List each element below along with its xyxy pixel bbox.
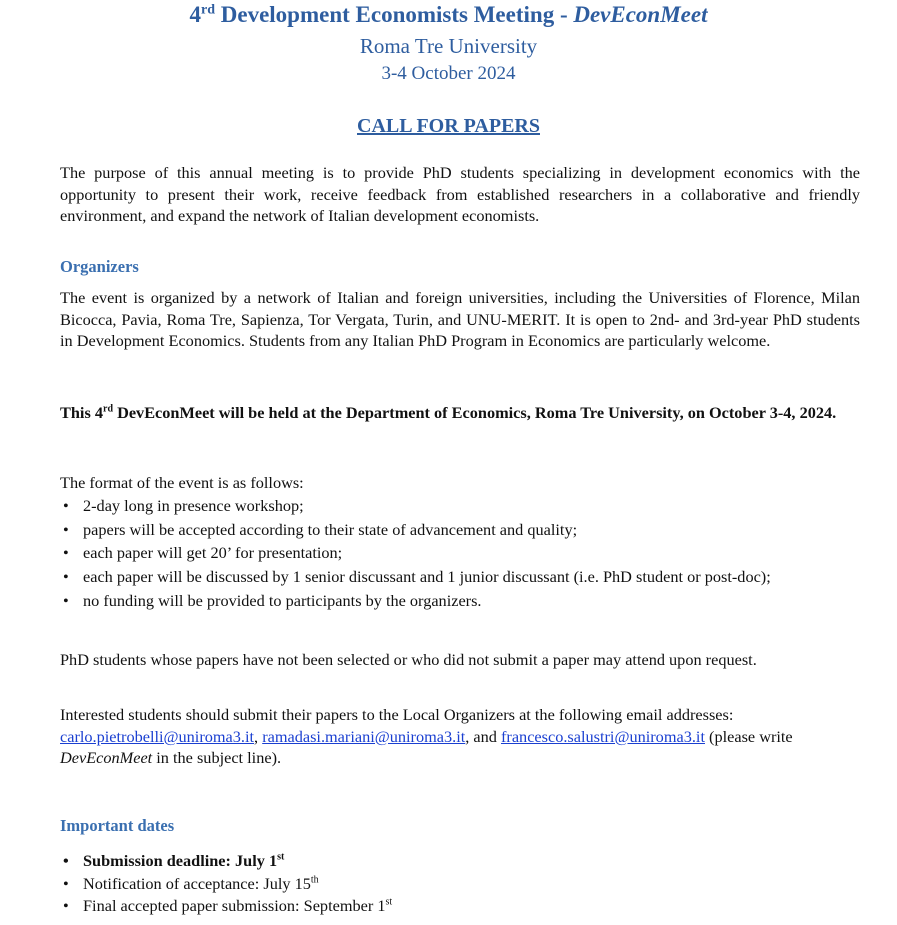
format-list-item: • papers will be accepted according to their state of advancement and quality; — [60, 519, 860, 541]
organizers-heading: Organizers — [60, 257, 139, 276]
format-list-wrapper — [60, 495, 860, 612]
submission-text: in the subject line). — [152, 748, 282, 767]
page-title — [0, 2, 897, 28]
email-link-salustri[interactable]: francesco.salustri@uniroma3.it — [500, 726, 705, 746]
title-ordinal: rd — [201, 2, 215, 18]
important-dates-wrapper — [60, 850, 860, 917]
venue-paragraph — [60, 402, 860, 424]
date-ordinal: th — [310, 874, 319, 886]
venue-text: DevEconMeet will be held at the Department of Economics, Roma Tre University, on October 3-4, 2024. — [113, 403, 837, 422]
date-label: Notification of acceptance: July 15 — [83, 873, 311, 893]
email-link-mariani[interactable]: ramadasi.mariani@uniroma3.it — [262, 726, 466, 746]
title-number: 4 — [189, 2, 201, 27]
date-ordinal: st — [385, 896, 393, 908]
intro-paragraph: The purpose of this annual meeting is to provide PhD students specializing in development economics with the opportunity to present their work, receive feedback from established researchers in a collaborative and friendly environment, and expand the network of Italian development economists. — [60, 163, 860, 225]
venue-ordinal: rd — [103, 403, 113, 415]
format-list — [60, 495, 860, 612]
important-dates-heading: Important dates — [60, 816, 175, 835]
venue-prefix: This 4 — [60, 403, 103, 422]
date-label: Final accepted paper submission: September 1 — [83, 896, 386, 915]
submission-separator: , and — [465, 726, 501, 746]
date-item-final — [60, 895, 860, 917]
email-link-pietrobelli[interactable]: carlo.pietrobelli@uniroma3.it — [60, 726, 255, 746]
university-name: Roma Tre University — [359, 34, 538, 58]
submission-text: (please write — [704, 726, 793, 746]
format-list-item: • no funding will be provided to participants by the organizers. — [60, 590, 860, 612]
submission-separator: , — [254, 726, 263, 746]
call-for-papers-heading — [0, 115, 897, 138]
format-list-item: • each paper will get 20’ for presentation; — [60, 542, 860, 564]
call-for-papers-label: CALL FOR PAPERS — [357, 115, 540, 137]
date-ordinal: st — [277, 851, 285, 863]
attend-paragraph: PhD students whose papers have not been selected or who did not submit a paper may attend upon request. — [60, 650, 757, 669]
date-item-notification — [60, 873, 860, 895]
format-list-item: • each paper will be discussed by 1 senior discussant and 1 junior discussant (i.e. PhD student or post-doc); — [60, 566, 860, 588]
date-label: Submission deadline: July 1 — [83, 851, 278, 870]
format-intro: The format of the event is as follows: — [60, 473, 304, 492]
event-dates: 3-4 October 2024 — [381, 63, 516, 84]
date-item-submission — [60, 850, 860, 872]
title-acronym: DevEconMeet — [573, 2, 708, 27]
submission-paragraph — [60, 704, 860, 769]
submission-acronym: DevEconMeet — [60, 748, 153, 767]
format-list-item: • 2-day long in presence workshop; — [60, 495, 860, 517]
important-dates-list — [60, 850, 860, 917]
title-main: Development Economists Meeting - — [220, 2, 574, 27]
organizers-paragraph: The event is organized by a network of Italian and foreign universities, including the Universities of Florence, Milan Bicocca, Pavia, Roma Tre, Sapienza, Tor Vergata, Turin, and UNU-MERIT. It is open to 2nd- and 3rd-year PhD students in Development Economics. Students from any Italian PhD Program in Economics are particularly welcome. — [60, 288, 860, 350]
submission-text: Interested students should submit their papers to the Local Organizers at the following email addresses: — [60, 705, 734, 724]
